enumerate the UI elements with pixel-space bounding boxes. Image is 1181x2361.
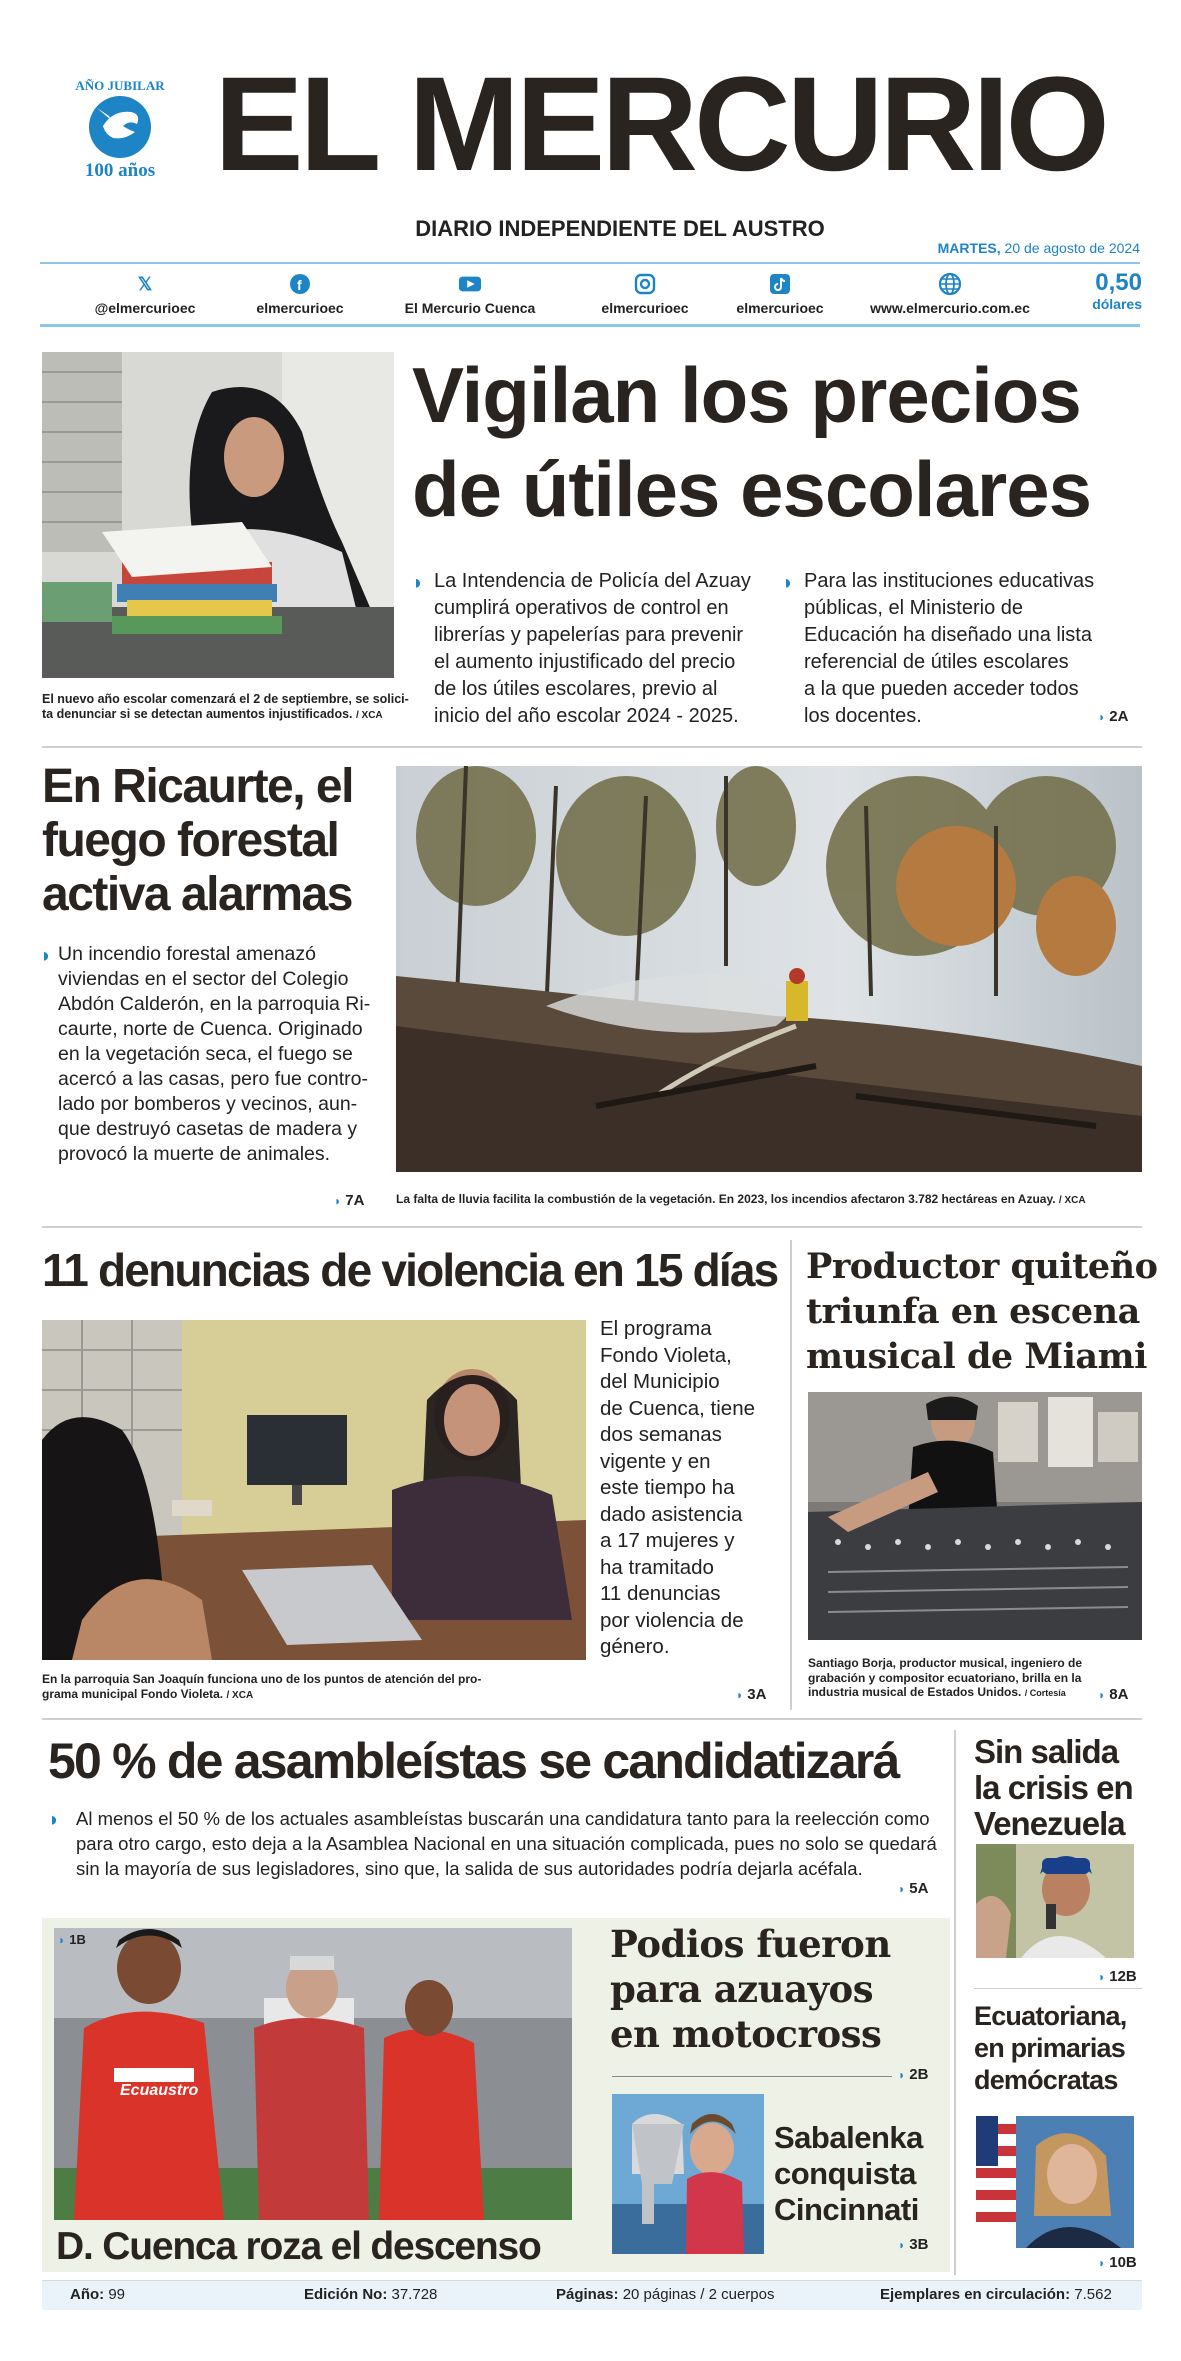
jubilee-label: AÑO JUBILAR [75,78,165,93]
text-line: Fondo Violeta, [600,1343,732,1367]
text-line: sin la mayoría de sus legisladores, sino que, la salida de sus autoridades podría dejarla acéfala. [76,1858,863,1879]
sabalenka-photo [612,2094,764,2254]
story5-headline[interactable]: 50 % de asambleístas se candidatizará [48,1733,899,1789]
arrow-icon: ◗ [1098,710,1106,724]
arrow-icon: ◗ [898,2068,906,2082]
issue-date [900,240,1140,256]
svg-text:f: f [297,277,302,293]
text-line: de Cuenca, tiene [600,1396,756,1420]
story1-column-2 [782,568,1122,730]
social-facebook-label: elmercurioec [256,300,344,316]
fondo-violeta-photo [42,1320,586,1660]
social-tiktok[interactable] [725,272,835,316]
globe-icon [938,272,962,296]
text-line: acercó a las casas, pero fue contro- [58,1068,368,1090]
social-instagram[interactable] [590,272,700,316]
footer-label: Ejemplares en circulación: [880,2286,1071,2303]
story3-body [600,1316,775,1661]
footer-value: 37.728 [391,2286,438,2303]
social-bar-top-rule [40,262,1140,264]
headline-line: Venezuela [974,1805,1125,1842]
story2-page-ref[interactable] [334,1192,364,1209]
text-line: a la que pueden acceder todos [804,678,1079,700]
newspaper-subtitle: DIARIO INDEPENDIENTE DEL AUSTRO [415,216,825,241]
social-web[interactable] [860,272,1040,316]
caption-credit: / XCA [355,710,383,721]
headline-line: Sin salida [974,1733,1119,1770]
social-bar-bottom-rule [40,324,1140,327]
arrow-icon: ◗ [1098,2256,1106,2270]
arrow-icon: ◗ [58,1933,66,1947]
story1-headline[interactable] [412,348,1142,536]
social-tiktok-label: elmercurioec [736,300,824,316]
text-line: públicas, el Ministerio de [804,597,1023,619]
football-photo [54,1928,572,2220]
page-ref-label: 1B [69,1932,86,1947]
youtube-icon [458,272,482,296]
text-line: Abdón Calderón, en la parroquia Ri- [58,993,371,1015]
footer-pages [556,2286,774,2303]
headline-line: Cincinnati [774,2192,919,2227]
text-line: provocó la muerte de animales. [58,1143,331,1165]
footer-value: 20 páginas / 2 cuerpos [622,2286,775,2303]
arrow-icon: ◗ [334,1194,342,1208]
story1-column-1 [412,568,752,730]
text-line: caurte, norte de Cuenca. Originado [58,1018,363,1040]
text-line: lado por bomberos y vecinos, aun- [58,1093,358,1115]
text-line: dado asistencia [600,1502,743,1526]
page-ref-label: 2A [1109,708,1129,725]
story5-page-ref[interactable] [898,1880,928,1897]
page-ref-label: 12B [1109,1968,1137,1985]
divider [42,1226,1142,1228]
story4-headline-line: triunfa en escena [806,1291,1140,1332]
forest-fire-photo [396,766,1142,1172]
bullet-marker: ◗ [412,572,425,594]
footer-circulation [880,2286,1112,2303]
page-ref-label: 8A [1109,1686,1129,1703]
footer-label: Páginas: [556,2286,619,2303]
caption-line: Santiago Borja, productor musical, ingeniero de [808,1656,1083,1670]
ecuatoriana-headline[interactable] [974,2000,1146,2096]
story3-headline[interactable]: 11 denuncias de violencia en 15 días [42,1244,778,1296]
text-line: los docentes. [804,705,922,727]
issue-date-text: 20 de agosto de 2024 [1004,240,1140,256]
producer-caption [808,1656,1088,1701]
headline-line: en primarias [974,2033,1125,2063]
caption-line [42,707,402,723]
caption-line [42,1687,602,1703]
story2-headline[interactable] [42,760,402,922]
ecuatoriana-page-ref[interactable] [1098,2254,1137,2271]
text-line: a 17 mujeres y [600,1529,735,1552]
text-line: cumplirá operativos de control en [434,597,729,619]
arrow-icon: ◗ [1098,1970,1106,1984]
headline-line: la crisis en [974,1769,1133,1806]
text-line: El programa [600,1317,712,1340]
bullet-marker: ◗ [48,1809,61,1831]
footer-edition [304,2286,437,2303]
page-ref-label: 7A [345,1192,365,1209]
social-x[interactable] [90,272,200,316]
facebook-icon [288,272,312,296]
divider [612,2076,892,2077]
page-ref-label: 3A [747,1686,767,1703]
caption-text: industria musical de Estados Unidos. [808,1685,1022,1699]
caption-credit: / XCA [1058,1195,1086,1206]
divider [42,746,1142,748]
text-line: en la vegetación seca, el fuego se [58,1043,353,1065]
headline-line: en motocross [610,2012,882,2056]
text-line: del Municipio [600,1370,720,1393]
story4-headline-line: Productor quiteño [806,1246,1158,1287]
arrow-icon: ◗ [1098,1688,1106,1702]
issue-day: MARTES, [937,240,1001,256]
social-x-label: @elmercurioec [94,300,196,316]
footer-label: Año: [70,2286,105,2303]
arrow-icon: ◗ [898,1882,906,1896]
divider [42,1718,1142,1720]
bullet-marker: ◗ [782,572,795,594]
music-producer-photo [808,1392,1142,1640]
mercury-head-icon [89,96,151,158]
page-ref-label: 5A [909,1880,929,1897]
text-line: que destruyó casetas de madera y [58,1118,358,1140]
price-currency: dólares [1092,296,1142,312]
footer-year [70,2286,125,2303]
text-line: ha tramitado [600,1555,714,1579]
maduro-photo [976,1844,1134,1958]
story4-page-ref[interactable] [1098,1686,1128,1703]
caption-text: ta denunciar si se detectan aumentos injustificados. [42,707,353,721]
story5-body-text [48,1806,948,1881]
social-youtube-label: El Mercurio Cuenca [404,300,536,316]
bullet-marker: ◗ [40,945,53,967]
page-ref-label: 2B [909,2066,929,2083]
sports-top-ref[interactable] [58,1932,86,1947]
jubilee-years: 100 años [84,160,156,181]
student-books-photo [42,352,394,678]
caption-line: El nuevo año escolar comenzará el 2 de septiembre, se solici- [42,692,409,706]
fire-photo-caption [396,1192,1146,1208]
headline-line: demócratas [974,2065,1118,2095]
headline-line: conquista [774,2156,916,2191]
text-line: este tiempo ha [600,1476,735,1499]
story2-headline-line: En Ricaurte, el [42,760,353,813]
caption-line: En la parroquia San Joaquín funciona uno de los puntos de atención del pro- [42,1672,482,1686]
price-value: 0,50 [1095,269,1142,296]
headline-line: Ecuatoriana, [974,2001,1127,2031]
text-line: para otro cargo, esto deja a la Asamblea Nacional en una situación complicada, pues no solo se quedará [76,1833,937,1854]
story1-headline-line: de útiles escolares [412,445,1092,533]
fondo-violeta-caption [42,1672,602,1703]
text-line: Un incendio forestal amenazó [58,943,316,965]
page-ref-label: 3B [909,2236,929,2253]
headline-line: para azuayos [610,1967,874,2011]
headline-line: Sabalenka [774,2120,923,2155]
text-line: género. [600,1635,670,1658]
jersey-brand: Ecuaustro [120,2082,199,2099]
divider [974,1988,1142,1989]
story3-page-ref[interactable] [736,1686,766,1703]
arrow-icon: ◗ [736,1688,744,1702]
jubilee-logo [70,78,170,198]
vertical-divider [790,1240,792,1710]
student-photo-caption [42,692,409,723]
newspaper-title: EL MERCURIO [214,50,1106,199]
candidate-photo [976,2116,1134,2248]
social-web-label: www.elmercurio.com.ec [870,300,1030,316]
caption-line [808,1685,1088,1701]
arrow-icon: ◗ [898,2238,906,2252]
story2-body [40,942,400,1167]
text-line: el aumento injustificado del precio [434,651,736,673]
caption-text: grama municipal Fondo Violeta. [42,1687,224,1701]
story2-body-text [40,942,400,1167]
story1-page-ref[interactable] [1098,708,1128,725]
text-line: La Intendencia de Policía del Azuay [434,570,751,592]
sabalenka-headline[interactable] [774,2120,944,2228]
story5-body [48,1806,948,1881]
text-line: Educación ha diseñado una lista [804,624,1092,646]
story1-col2-text [782,568,1122,730]
text-line: Para las instituciones educativas [804,570,1095,592]
tiktok-icon [768,272,792,296]
footer-value: 99 [108,2286,126,2303]
story4-headline[interactable] [806,1244,1158,1379]
text-line: referencial de útiles escolares [804,651,1069,673]
text-line: por violencia de [600,1608,744,1632]
venezuela-page-ref[interactable] [1098,1968,1137,1985]
caption-credit: / Cortesía [1024,1688,1066,1698]
story1-col1-text [412,568,752,730]
headline-line: Podios fueron [610,1922,891,1966]
price-box [1070,270,1142,312]
story4-headline-line: musical de Miami [806,1336,1147,1377]
text-line: viviendas en el sector del Colegio [58,968,349,990]
social-youtube[interactable] [395,272,545,316]
text-line: dos semanas [600,1423,722,1446]
text-line: librerías y papelerías para prevenir [434,624,744,646]
text-line: Al menos el 50 % de los actuales asambleístas buscarán una candidatura tanto para la reelección como [76,1808,930,1829]
text-line: vigente y en [600,1449,711,1473]
story1-headline-line: Vigilan los precios [412,351,1081,439]
venezuela-headline[interactable] [974,1734,1144,1842]
text-line: 11 denuncias [600,1582,721,1605]
x-icon: 𝕏 [137,273,153,294]
text-line: inicio del año escolar 2024 - 2025. [434,705,739,727]
story2-headline-line: fuego forestal [42,814,339,867]
story2-headline-line: activa alarmas [42,868,352,921]
caption-credit: / XCA [226,1690,254,1701]
sabalenka-page-ref[interactable] [898,2236,928,2253]
caption-line: grabación y compositor ecuatoriano, brilla en la [808,1670,1082,1685]
footer-label: Edición No: [304,2286,388,2303]
motocross-headline[interactable] [610,1922,940,2057]
instagram-icon [633,272,657,296]
motocross-page-ref[interactable] [898,2066,928,2083]
text-line: de los útiles escolares, previo al [434,678,718,700]
footer-value: 7.562 [1074,2286,1112,2303]
social-facebook[interactable] [245,272,355,316]
social-instagram-label: elmercurioec [601,300,689,316]
caption-text: La falta de lluvia facilita la combustión de la vegetación. En 2023, los incendios afectaron 3.782 hectáreas en Azuay. [396,1192,1056,1206]
vertical-divider [954,1730,956,2275]
sports-headline[interactable]: D. Cuenca roza el descenso [56,2225,541,2268]
page-ref-label: 10B [1109,2254,1137,2271]
